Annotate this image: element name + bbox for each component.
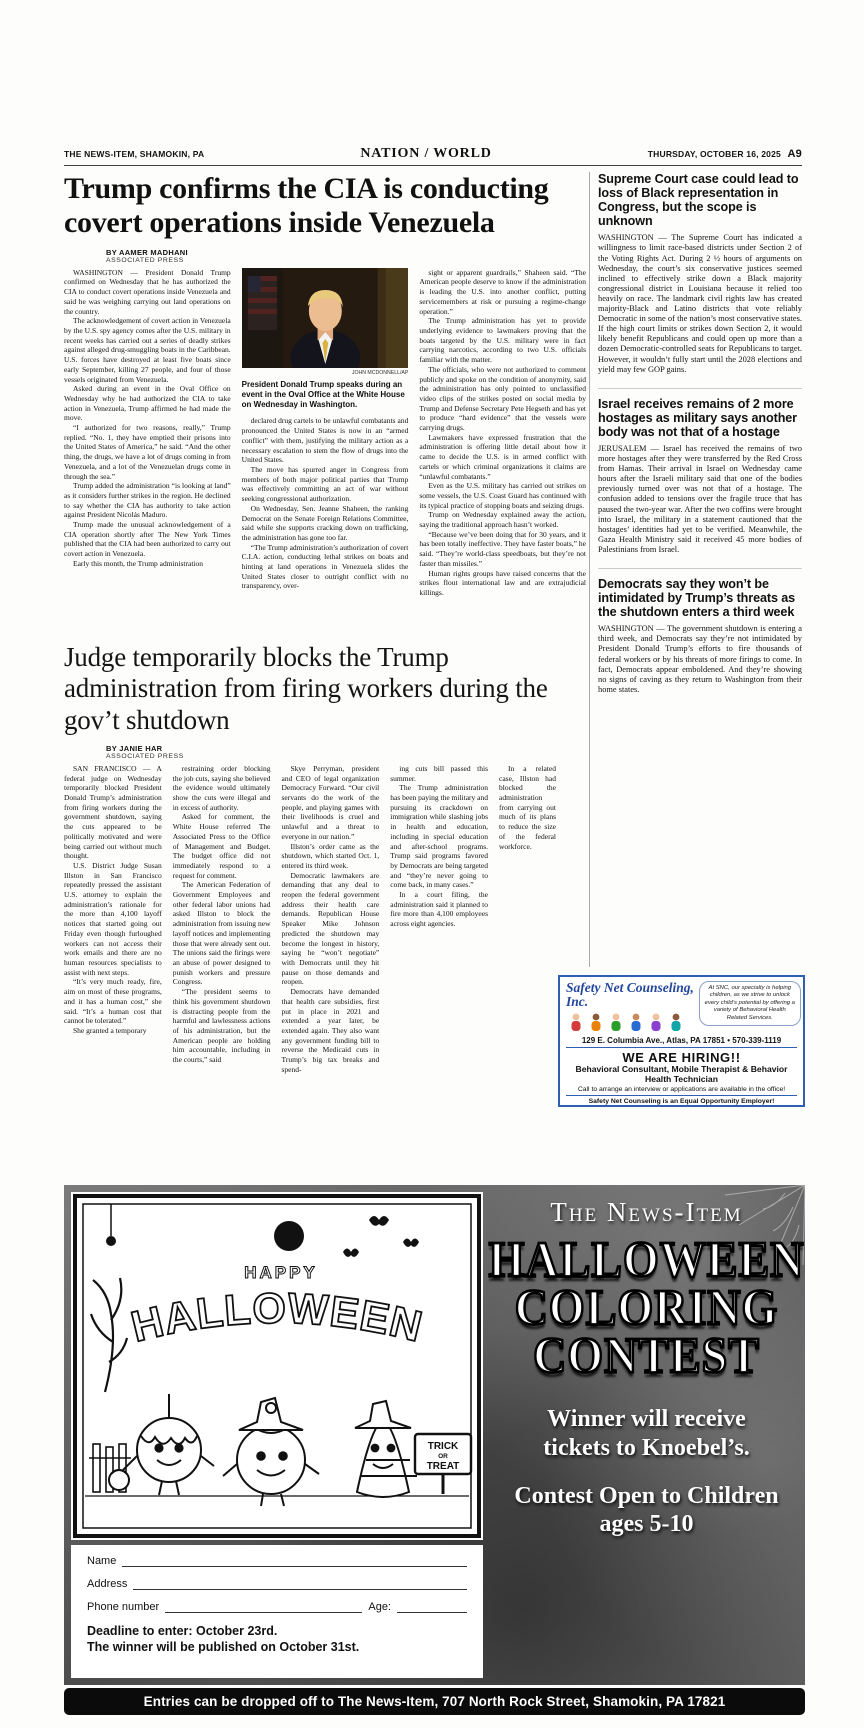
paragraph: In a related case, Illston had blocked the administration from carrying out much of its plans to reduce the size of the federal workforce. [499, 763, 556, 851]
byline: BY JANIE HAR [106, 743, 163, 753]
form-row-phone-age [87, 1601, 467, 1613]
sign-line: TREAT [426, 1461, 460, 1472]
ad-title-kids [566, 981, 694, 1034]
paragraph: Democrats have demanded that health care subsidies, first put in place in 2021 and extended a year later, be extended again. They also want any government funding bill to reverse the Medicaid cuts in Trump’s big tax breaks and spend- [281, 987, 380, 1074]
paragraph: Democratic lawmakers are demanding that any deal to reopen the federal government address their health care demands. Republican House Speaker Mike Johnson predicted the shutdown may become the longest in history, saying he “won’t negotiate” with Democrats until they hit pause on those demands and reopen. [281, 870, 380, 987]
name-label: Name [87, 1555, 117, 1567]
trump-photo [242, 268, 409, 368]
brief-headline: Democrats say they won’t be intimidated by Trump’s threats as the shutdown enters a third week [598, 577, 796, 620]
article-column-2 [242, 268, 409, 598]
tree-icon [91, 1278, 127, 1392]
sign-line: OR [438, 1453, 448, 1460]
news-briefs-sidebar [598, 172, 802, 972]
paragraph: SAN FRANCISCO — A federal judge on Wednesday temporarily blocked President Donald Trump’s administration from firing workers during the government shutdown, saying the cuts appeared to be politically motivated and were being carried out without much thought. [64, 763, 162, 861]
article-column-2 [173, 764, 271, 1075]
paragraph: The officials, who were not authorized to comment publicly and spoke on the condition of anonymity, said the administration has only pointed to unclassified video clips of the strikes posted on social media by Trump and Defense Secretary Pete Hegseth and has yet to produce “hard evidence” that the vessels were carrying drugs. [419, 364, 586, 433]
paragraph: declared drug cartels to be unlawful combatants and pronounced the United States is now in an “armed conflict” with them, justifying the military action as a necessary escalation to stem the flow of drugs into the United States. [241, 416, 409, 465]
brief-body: WASHINGTON — The Supreme Court has indicated a willingness to limit race-based districts under Section 2 of the Voting Rights Act. During 2 ½ hours of arguments on Wednesday, the court’s six conservative justices seemed inclined to effectively strike down a Black majority congressional district in Louisiana because it relied too heavily on race. The landmark civil rights law has created majority-Black and Latino districts that vote reliably Democratic in some of the nation’s most conservative states. If the high court limits or strikes down Section 2, it would likely benefit Republicans and could open up more than a dozen Democratic-controlled seats for Republicans to target. However, it wouldn’t fully start until the 2028 elections and yield may few GOP gains. [598, 233, 802, 374]
paragraph: In a court filing, the administration said it planned to fire more than 4,100 employees across eight agencies. [390, 890, 488, 929]
paragraph: The acknowledgement of covert action in Venezuela by the U.S. spy agency comes after the U.S. military in recent weeks has carried out a series of deadly strikes against alleged drug-smuggling boats in the Caribbean. U.S. forces have destroyed at least five boats since early September, killing 27 people, and four of those vessels originated from Venezuela. [64, 316, 231, 384]
paragraph: WASHINGTON — President Donald Trump confirmed on Wednesday that he has authorized the CIA to conduct covert operations inside Venezuela and said he was weighing carrying out land operations on the country. [64, 267, 231, 316]
brief-headline: Supreme Court case could lead to loss of Black representation in Congress, but the scope is unknown [598, 172, 799, 229]
masthead [64, 146, 802, 162]
article-column-1 [64, 268, 231, 598]
ad-hiring-headline: WE ARE HIRING!! [622, 1050, 741, 1066]
eligibility-text: Contest Open to Children ages 5-10 [514, 1483, 779, 1538]
paragraph: Trump made the unusual acknowledgement of a CIA operation shortly after The New York Times published that the CIA had been authorized to carry out covert action in Venezuela. [64, 520, 231, 559]
contest-title-line: HALLOWEEN [488, 1231, 805, 1288]
contest-title-line: COLORING [514, 1279, 779, 1336]
ad-safety-net-counseling [558, 975, 805, 1107]
ad-header [566, 981, 797, 1034]
address-label: Address [87, 1578, 128, 1590]
article-columns [64, 764, 556, 1075]
paragraph: Asked for comment, the White House referred The Associated Press to the Office of Management and Budget. The budget office did not immediately respond to a request for comment. [172, 812, 271, 880]
byline-agency: ASSOCIATED PRESS [106, 752, 184, 760]
paragraph: “The Trump administration’s authorization of covert C.I.A. action, conducting lethal strikes on boats and hinting at land operations in Venezuela slides the United States closer to outright conflict with no transparency, over- [241, 542, 409, 591]
paragraph: Early this month, the Trump administration [73, 558, 203, 568]
age-label: Age: [368, 1601, 391, 1613]
form-row-address [87, 1578, 467, 1590]
paragraph: The move has spurred anger in Congress from members of both major political parties that Trump was effectively committing an act of war without seeking congressional authorization. [241, 465, 409, 504]
ad-tagline: At SNC, our specialty is helping children, as we strive to unlock every child’s potential by offering a variety of Behavioral Health Related Services. [699, 981, 801, 1026]
section-title: NATION / WORLD [360, 146, 492, 161]
paragraph: “I authorized for two reasons, really,” Trump replied. “No. 1, they have emptied their prisons into the United States of America,” he said. “And the other thing, the drugs, we have a lot of drugs coming in from Venezuela, and a lot of the Venezuelan drugs come in through the sea.” [64, 423, 231, 481]
article-cia-venezuela [64, 172, 586, 638]
brief-israel-hostages [598, 388, 802, 555]
article-judge-shutdown [64, 642, 556, 1170]
byline: BY AAMER MADHANI [106, 247, 188, 257]
entries-dropoff-bar [64, 1688, 805, 1715]
ad-address: 129 E. Columbia Ave., Atlas, PA 17851 • 570-339-1119 [581, 1036, 782, 1046]
ad-positions: Behavioral Consultant, Mobile Therapist & Behavior Health Technician [575, 1064, 788, 1085]
winner-announcement-text: The winner will be published on October 31st. [87, 1640, 360, 1654]
kids-icon [566, 1012, 694, 1034]
candy-corn-character [355, 1401, 417, 1497]
trick-or-treat-sign [415, 1434, 471, 1494]
paragraph: The American Federation of Government Employees and other federal labor unions had asked Illston to block the administration from issuing new layoff notices and implementing those that were already sent out. The unions said the firings were an abuse of power designed to punish workers and pressure Congress. [172, 880, 271, 987]
halloween-text: HALLOWEEN [126, 1284, 428, 1352]
paragraph: Skye Perryman, president and CEO of legal organization Democracy Forward. “Our civil servants do the work of the people, and playing games with their livelihoods is cruel and unlawful and a threat to everyone in our nation.” [281, 763, 380, 841]
brief-headline: Israel receives remains of 2 more hostages as military says another body was not that of a hostage [598, 396, 797, 439]
bat-icon [369, 1216, 389, 1226]
article-column-3 [419, 268, 586, 598]
paragraph: Trump added the administration “is looking at land” as it considers further strikes in the region. He declined to say whether the CIA has authority to take action against President Nicolás Maduro. [64, 481, 231, 520]
coloring-illustration [71, 1192, 483, 1540]
address-field[interactable] [133, 1578, 467, 1590]
brief-supreme-court [598, 172, 802, 375]
paragraph: On Wednesday, Sen. Jeanne Shaheen, the ranking Democrat on the Senate Foreign Relations Committee, said while she supports cracking down on trafficking, the administration has gone too far. [241, 503, 409, 542]
happy-text: HAPPY [244, 1263, 318, 1282]
age-field[interactable] [397, 1601, 467, 1613]
paragraph: restraining order blocking the job cuts, saying she believed the evidence would ultimately show the cuts were illegal and in excess of authority. [172, 763, 271, 812]
article-column-2-text [242, 416, 409, 591]
ad-call-to-action: Call to arrange an interview or applications are available in the office! [577, 1086, 786, 1094]
byline-block [106, 744, 556, 760]
paragraph: “The president seems to think his government shutdown is distracting people from the harmful and lawlessness actions of his administration, but the American people are holding him accountable, including in the courts,” said [172, 987, 271, 1065]
article-columns [64, 268, 586, 598]
form-row-name [87, 1555, 467, 1567]
brief-body: JERUSALEM — Israel has received the remains of two more hostages after they were transferred by the Red Cross from Hamas. Their arrival in Israel on Wednesday came hours after the Israeli military said that one of the bodies previously turned over was not that of a hostage. The confusion added to tensions over the fragile truce that has paused the two-year war. After the two coffins were brought into Israel, the military in a statement cautioned that the hostages’ identities had yet to be verified. Meanwhile, the Gaza Health Ministry said it received 45 more bodies of Palestinians from Israel. [598, 443, 802, 554]
phone-field[interactable] [165, 1601, 362, 1613]
ad-title: Safety Net Counseling, Inc. [566, 980, 694, 1010]
contest-entry-form [71, 1545, 483, 1678]
paragraph: Even as the U.S. military has carried out strikes on some vessels, the U.S. Coast Guard has continued with its typical practice of stopping boats and seizing drugs. [419, 481, 586, 510]
children-illustration [566, 1012, 694, 1034]
prize-text: Winner will receive tickets to Knoebel’s. [543, 1406, 750, 1461]
paragraph: Human rights groups have raised concerns that the strikes flout international law and are extrajudicial killings. [419, 568, 586, 597]
deadline-text: Deadline to enter: October 23rd. [87, 1624, 278, 1638]
paragraph: Asked during an event in the Oval Office on Wednesday why he had authorized the CIA to take action in Venezuela, Trump affirmed he had made the move. [64, 384, 231, 423]
news-item-logo: The News-Item [550, 1197, 743, 1227]
moon-icon [274, 1221, 304, 1251]
paragraph: The Trump administration has yet to provide underlying evidence to lawmakers proving that the boats targeted by the U.S. military were in fact carrying narcotics, according to two U.S. officials familiar with the matter. [419, 316, 586, 365]
svg-text:HALLOWEEN [127, 1285, 428, 1352]
pumpkin-witch-character [223, 1398, 319, 1506]
phone-label: Phone number [87, 1601, 160, 1613]
paragraph: The Trump administration has been paying the military and pursuing its crackdown on immigration while slashing jobs in health and education, including in special education and after-school programs. Trump said programs favored by Democrats are being targeted and “they’re never going to come back, in many cases.” [390, 783, 488, 890]
ad-divider [566, 1095, 797, 1096]
ad-halloween-contest [64, 1185, 805, 1685]
masthead-date-page [648, 148, 802, 160]
paragraph: ing cuts bill passed this summer. [390, 763, 488, 783]
brief-body: WASHINGTON — The government shutdown is entering a third week, and Democrats say they’re not intimidated by President Donald Trump’s efforts to fire thousands of federal workers or by his threats of more firings to come. In fact, Democrats appear emboldened. And they’re showing no signs of caving as they return to Washington from their home states. [598, 624, 802, 694]
paragraph: Illston’s order came as the shutdown, which started Oct. 1, entered its third week. [281, 841, 380, 870]
masthead-publication: THE NEWS-ITEM, SHAMOKIN, PA [64, 149, 205, 159]
contest-title [488, 1231, 805, 1384]
coloring-picture [71, 1192, 483, 1540]
article-column-3 [282, 764, 380, 1075]
paragraph: “It’s very much ready, fire, aim on most of these programs, and it has a human cost,” she said. “It’s a human cost that cannot be tolerated.” [64, 977, 162, 1026]
dropoff-text: Entries can be dropped off to The News-Item, 707 North Rock Street, Shamokin, PA 17821 [143, 1694, 726, 1709]
contest-title-line: CONTEST [533, 1327, 760, 1384]
sign-line: TRICK [427, 1441, 459, 1452]
bat-icon [403, 1239, 419, 1247]
page-number: A9 [787, 148, 802, 160]
paragraph: U.S. District Judge Susan Illston in San Francisco repeatedly pressed the assistant U.S. attorney to explain the administration’s rationale for the more than 4,100 layoff notices that started going out Friday even though furloughed workers can not access their work emails and there are no human resources specialists to assist with next steps. [64, 860, 162, 977]
ad-eoe-note: Safety Net Counseling is an Equal Opportunity Employer! [588, 1098, 775, 1106]
paragraph: Lawmakers have expressed frustration that the administration is offering little detail about how it came to decide the U.S. is in armed conflict with cartels or which criminal organizations it claims are “unlawful combatants.” [419, 432, 586, 481]
article-headline: Judge temporarily blocks the Trump administration from firing workers during the gov’t shutdown [64, 642, 548, 735]
byline-agency: ASSOCIATED PRESS [106, 256, 184, 264]
masthead-date: THURSDAY, OCTOBER 16, 2025 [647, 149, 781, 159]
column-divider [589, 172, 590, 967]
brief-democrats-shutdown [598, 568, 802, 695]
article-headline: Trump confirms the CIA is conducting covert operations inside Venezuela [64, 172, 549, 239]
article-column-1 [64, 764, 162, 1075]
article-column-5 [499, 764, 556, 1075]
photo-caption: President Donald Trump speaks during an event in the Oval Office at the White House on Wednesday in Washington. [241, 380, 405, 410]
trump-photo-illustration [242, 268, 409, 368]
paragraph: sight or apparent guardrails,” Shaheen said. “The American people deserve to know if the administration is leading the U.S. into another conflict, putting servicemembers at risk or pursuing a regime-change operation.” [419, 267, 586, 316]
photo-credit: JOHN MCDONNELL/AP [351, 369, 409, 376]
masthead-rule [64, 165, 802, 166]
name-field[interactable] [122, 1555, 467, 1567]
paragraph: Trump on Wednesday explained away the action, saying the traditional approach hasn’t worked. [419, 510, 586, 530]
article-column-4 [390, 764, 488, 1075]
contest-promo-panel [488, 1185, 805, 1685]
byline-block [106, 248, 586, 264]
paragraph: “Because we’ve been doing that for 30 years, and it has been totally ineffective. They have faster boats,” he said. “They’re world-class speedboats, but they’re not faster than missiles.” [419, 529, 586, 568]
paragraph: She granted a temporary [73, 1025, 147, 1035]
bat-icon [343, 1249, 359, 1257]
ad-divider [566, 1047, 797, 1048]
